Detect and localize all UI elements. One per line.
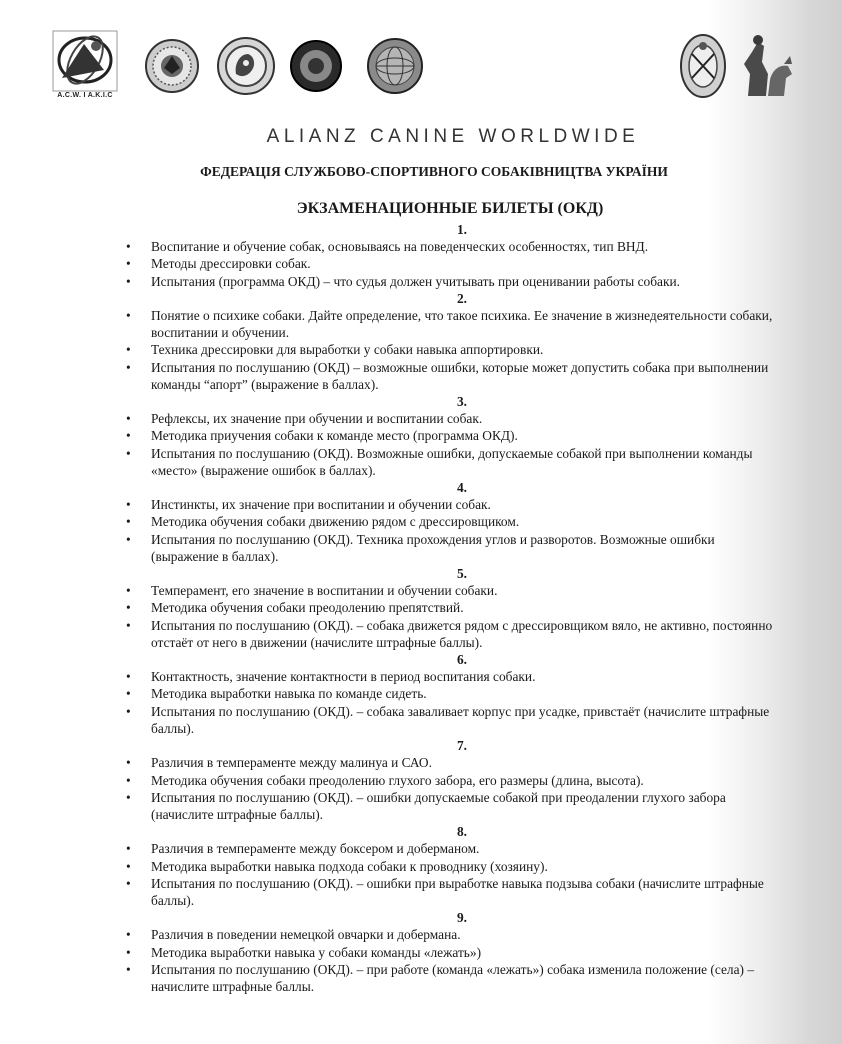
acw-logo-caption: A.C.W. I A.K.I.C — [57, 92, 113, 99]
ticket-number: 9. — [456, 910, 468, 926]
globe-seal-icon — [366, 37, 424, 95]
ticket-number: 5. — [456, 566, 468, 582]
question-item: • Методика выработки навыка по команде сидеть. — [126, 685, 776, 702]
ticket-5 — [126, 565, 776, 651]
question-item: • Различия в темпераменте между боксером и доберманом. — [126, 840, 776, 857]
question-item: • Испытания по послушанию (ОКД). Возможные ошибки, допускаемые собакой при выполнении команды «место» (выражение ошибок в баллах). — [126, 445, 776, 479]
ticket-number: 6. — [456, 652, 468, 668]
question-item: • Темперамент, его значение в воспитании и обучении собаки. — [126, 582, 776, 599]
dog-seal-icon — [216, 36, 276, 96]
question-item: • Рефлексы, их значение при обучении и воспитании собак. — [126, 410, 776, 427]
ticket-number: 4. — [456, 480, 468, 496]
question-item: • Различия в поведении немецкой овчарки и добермана. — [126, 926, 776, 943]
logo-strip — [0, 30, 842, 110]
ticket-7 — [126, 737, 776, 823]
ticket-3 — [126, 393, 776, 479]
ticket-6 — [126, 651, 776, 737]
question-item: • Методика выработки навыка у собаки команды «лежать») — [126, 944, 776, 961]
dark-seal-icon — [289, 39, 343, 93]
question-item: • Методика выработки навыка подхода собаки к проводнику (хозяину). — [126, 858, 776, 875]
emblem-seal-icon — [144, 38, 200, 94]
question-item: • Методика обучения собаки движению рядом с дрессировщиком. — [126, 513, 776, 530]
ticket-number: 3. — [456, 394, 468, 410]
ticket-list — [126, 221, 776, 995]
federation-title: ФЕДЕРАЦІЯ СЛУЖБОВО-СПОРТИВНОГО СОБАКІВНИЦТВА УКРАЇНИ — [200, 164, 668, 179]
question-item: • Испытания по послушанию (ОКД). Техника прохождения углов и разворотов. Возможные ошибки (выражение в баллах). — [126, 531, 776, 565]
question-item: • Воспитание и обучение собак, основываясь на поведенческих особенностях, тип ВНД. — [126, 238, 776, 255]
ticket-2 — [126, 290, 776, 393]
question-item: • Испытания по послушанию (ОКД). – собака заваливает корпус при усадке, привстаёт (начислите штрафные баллы). — [126, 703, 776, 737]
org-title: ALIANZ CANINE WORLDWIDE — [266, 126, 640, 147]
question-item: • Техника дрессировки для выработки у собаки навыка аппортировки. — [126, 341, 776, 358]
ticket-number: 2. — [456, 290, 468, 306]
question-item: • Испытания по послушанию (ОКД). – ошибки допускаемые собакой при преодалении глухого забора (начислите штрафные баллы). — [126, 789, 776, 823]
question-item: • Испытания по послушанию (ОКД). – собака движется рядом с дрессировщиком вяло, не активно, постоянно отстаёт от него в движении (начислите штрафные баллы). — [126, 617, 776, 651]
ticket-1 — [126, 221, 776, 290]
ticket-8 — [126, 823, 776, 909]
question-item: • Инстинкты, их значение при воспитании и обучении собак. — [126, 496, 776, 513]
question-item: • Различия в темпераменте между малинуа и САО. — [126, 754, 776, 771]
question-item: • Испытания (программа ОКД) – что судья должен учитывать при оценивании работы собаки. — [126, 273, 776, 290]
ticket-number: 8. — [456, 824, 468, 840]
ticket-number: 1. — [456, 222, 468, 237]
ticket-9 — [126, 909, 776, 995]
question-item: • Методика обучения собаки преодолению глухого забора, его размеры (длина, высота). — [126, 772, 776, 789]
question-item: • Методика обучения собаки преодолению препятствий. — [126, 599, 776, 616]
question-item: • Понятие о психике собаки. Дайте определение, что такое психика. Ее значение в жизнедеятельности собаки, воспитании и обучении. — [126, 307, 776, 341]
ticket-number: 7. — [456, 738, 468, 754]
question-item: • Испытания по послушанию (ОКД). – ошибки при выработке навыка подзыва собаки (начислите штрафные баллы). — [126, 875, 776, 909]
question-item: • Методика приучения собаки к команде место (программа ОКД). — [126, 427, 776, 444]
exam-title: ЭКЗАМЕНАЦИОННЫЕ БИЛЕТЫ (ОКД) — [296, 200, 604, 217]
dog-handler-figure-icon — [738, 34, 796, 100]
question-item: • Методы дрессировки собак. — [126, 255, 776, 272]
question-item: • Испытания по послушанию (ОКД). – при работе (команда «лежать») собака изменила положение (села) – начислите штрафные баллы. — [126, 961, 776, 995]
acw-logo — [52, 30, 118, 99]
question-item: • Испытания по послушанию (ОКД) – возможные ошибки, которые может допустить собака при выполнении команды “апорт” (выражение в баллах). — [126, 359, 776, 393]
question-item: • Контактность, значение контактности в период воспитания собаки. — [126, 668, 776, 685]
ticket-4 — [126, 479, 776, 565]
shield-emblem-icon — [678, 32, 728, 100]
